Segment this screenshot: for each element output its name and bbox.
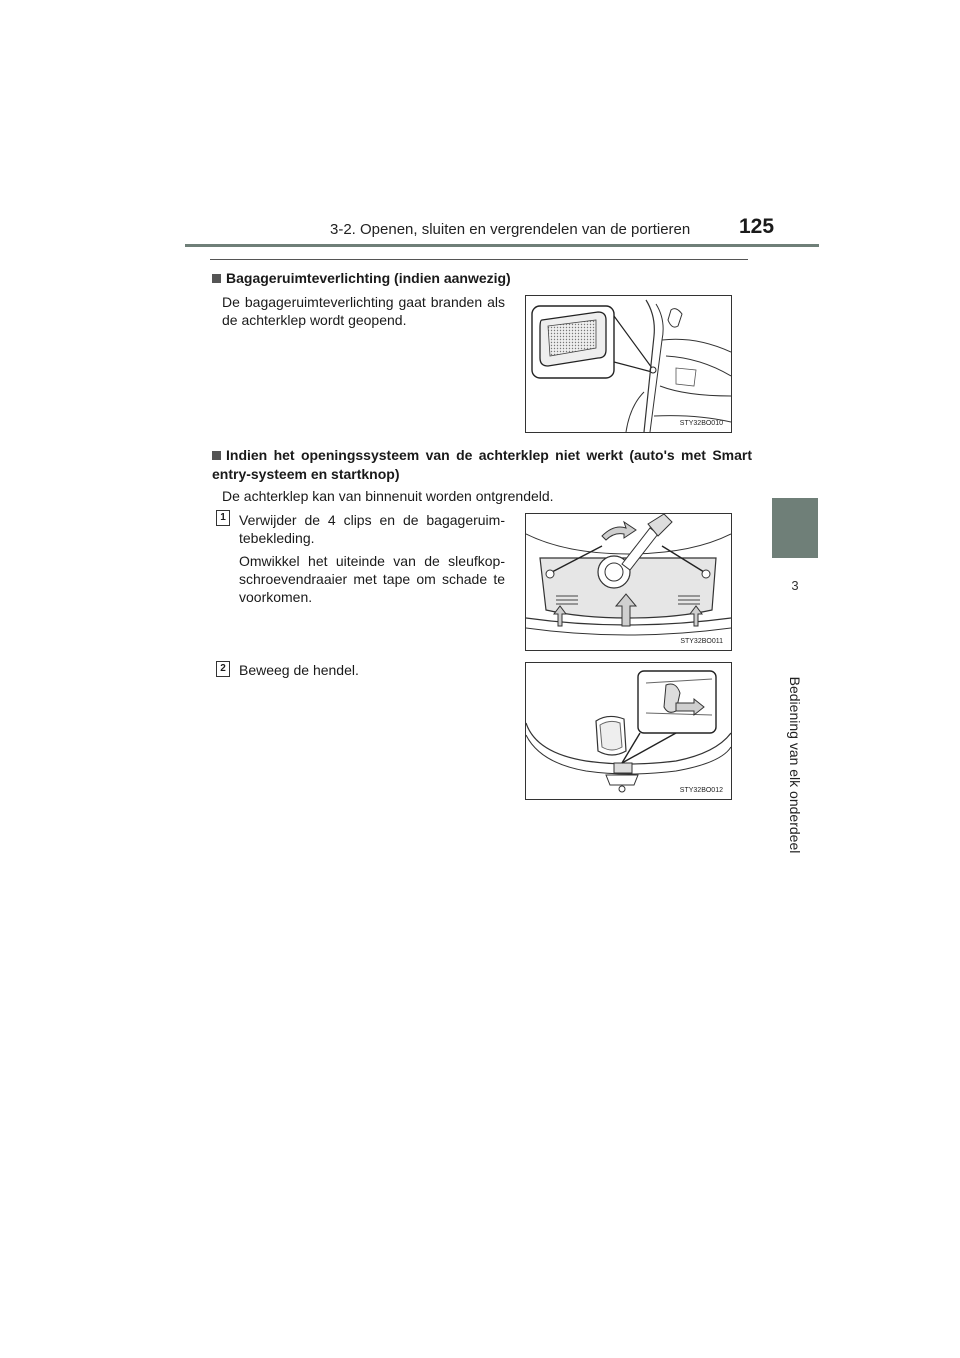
square-bullet-icon <box>212 274 221 283</box>
chapter-tab-marker <box>772 498 818 558</box>
chapter-title-vertical <box>782 676 808 854</box>
figure-remove-clips <box>525 513 732 651</box>
page-number: 125 <box>739 215 775 238</box>
figure-code: STY32BO010 <box>679 420 723 427</box>
section-heading-text: Bagageruimteverlichting (indien aanwezig) <box>226 270 511 286</box>
chapter-number: 3 <box>791 578 799 593</box>
running-header-title: 3-2. Openen, sluiten en vergrendelen van de portieren <box>330 221 691 238</box>
section-body-tailgate-release: De achterklep kan van binnenuit worden ontgrendeld. <box>222 488 554 504</box>
header-rule <box>185 244 819 247</box>
figure-code: STY32BO012 <box>679 787 723 794</box>
figure-move-lever <box>525 662 732 800</box>
step-number-badge: 2 <box>216 661 230 677</box>
figure-luggage-light <box>525 295 732 433</box>
section-heading-luggage-light <box>212 269 752 288</box>
step-1-text: Verwijder de 4 clips en de bagageruim-tebekleding. <box>239 512 505 546</box>
remove-clips-illustration <box>526 514 731 650</box>
chapter-title-text: Bediening van elk onderdeel <box>787 676 803 854</box>
move-lever-illustration <box>526 663 731 799</box>
figure-code: STY32BO011 <box>680 638 723 645</box>
step-number-badge: 1 <box>216 510 230 526</box>
step-1-note: Omwikkel het uiteinde van de sleufkop-schroevendraaier met tape om schade te voorkomen. <box>239 553 505 605</box>
section-body-luggage-light: De bagageruimteverlichting gaat branden als de achterklep wordt geopend. <box>222 294 505 328</box>
section-heading-tailgate-release <box>212 446 752 484</box>
square-bullet-icon <box>212 451 221 460</box>
step-2-text: Beweeg de hendel. <box>239 662 359 678</box>
section-rule <box>210 259 748 260</box>
section-heading-text: Indien het openingssysteem van de achterklep niet werkt (auto's met Smart entry-systeem en startknop) <box>212 447 752 482</box>
luggage-light-illustration <box>526 296 731 432</box>
